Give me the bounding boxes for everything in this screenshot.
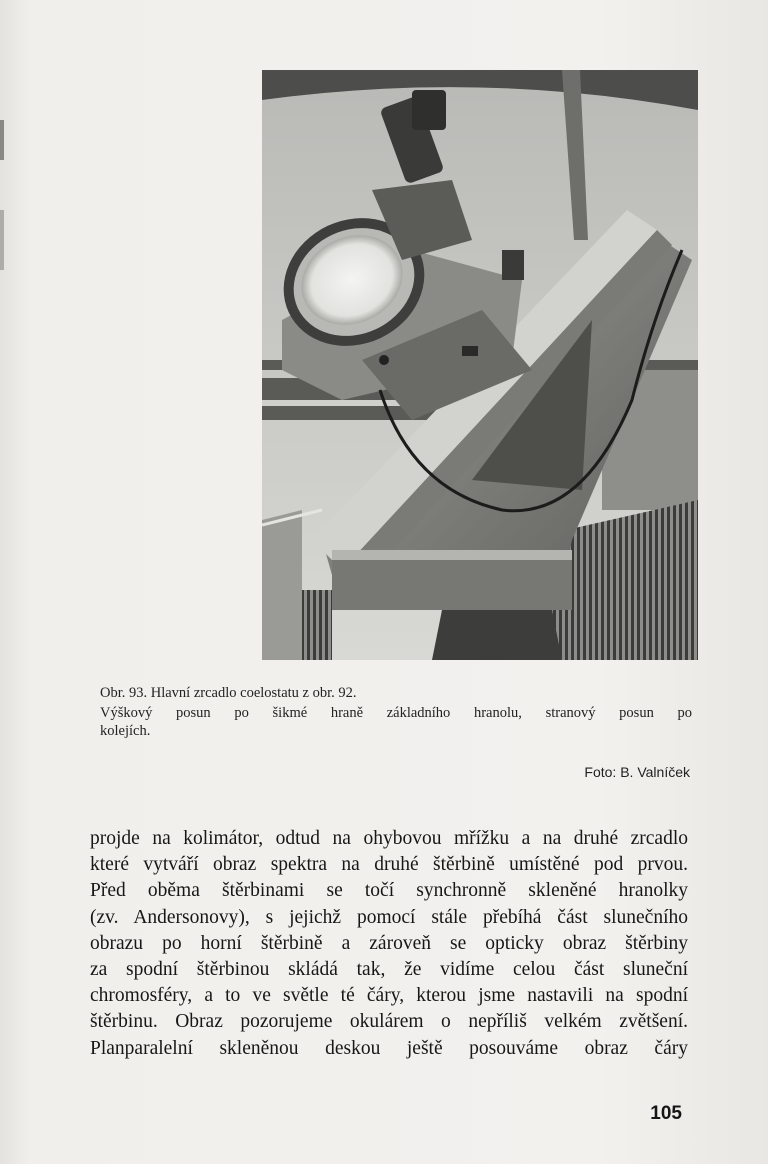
figure-caption xyxy=(100,684,692,740)
caption-title: Obr. 93. Hlavní zrcadlo coelostatu z obr. 92. xyxy=(100,685,357,701)
body-paragraph xyxy=(90,826,688,1062)
text-line: štěrbinu. Obraz pozorujeme okulárem o nepříliš velkém zvětšení. xyxy=(90,1011,688,1033)
caption-description-end: kolejích. xyxy=(100,723,151,739)
text-line: projde na kolimátor, odtud na ohybovou mřížku a na druhé zrcadlo xyxy=(90,828,688,849)
coelostat-photo xyxy=(262,70,698,660)
gutter-mark xyxy=(0,210,4,270)
gutter-mark xyxy=(0,120,4,160)
text-line: za spodní štěrbinou skládá tak, že vidíme celou část sluneční xyxy=(90,959,688,981)
page-number: 105 xyxy=(650,1103,682,1124)
text-line: chromosféry, a to ve světle té čáry, kterou jsme nastavili na spodní xyxy=(90,985,688,1007)
text-line: Planparalelní skleněnou deskou ještě posouváme obraz čáry xyxy=(90,1037,688,1059)
text-line: obrazu po horní štěrbině a zároveň se opticky obraz štěrbiny xyxy=(90,932,688,954)
text-line: (zv. Andersonovy), s jejichž pomocí stále přebíhá část slunečního xyxy=(90,906,688,928)
text-line: Před oběma štěrbinami se točí synchronně skleněné hranolky xyxy=(90,880,688,902)
photo-credit: Foto: B. Valníček xyxy=(584,764,690,780)
caption-description: Výškový posun po šikmé hraně základního hranolu, stranový posun po xyxy=(100,705,692,721)
text-line: které vytváří obraz spektra na druhé štěrbině umístěné pod prvou. xyxy=(90,854,688,876)
